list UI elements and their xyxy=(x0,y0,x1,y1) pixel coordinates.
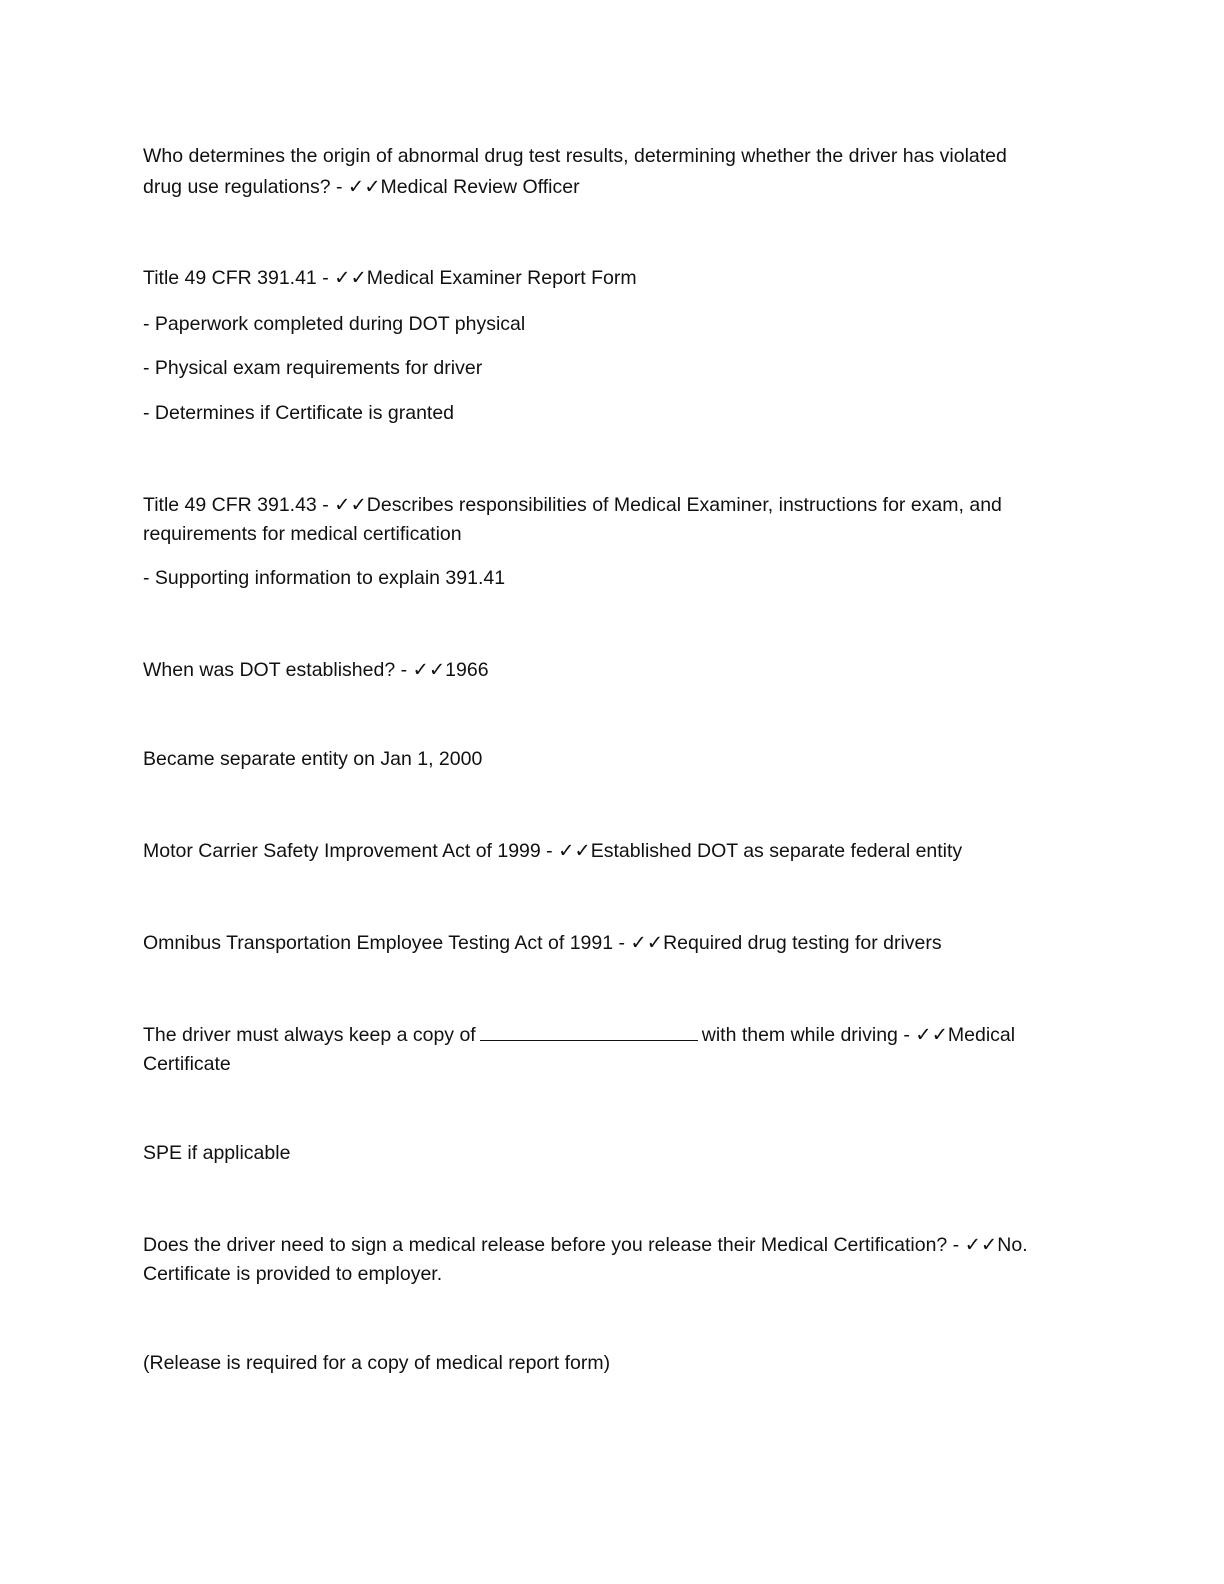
note-spe: SPE if applicable xyxy=(143,1142,291,1164)
q6-line1: Omnibus Transportation Employee Testing Act of 1991 - ✓✓Required drug testing for drivers xyxy=(143,932,942,954)
q8-line1: Does the driver need to sign a medical release before you release their Medical Certification? - ✓✓No. xyxy=(143,1234,1028,1256)
q3-bullet1: - Supporting information to explain 391.41 xyxy=(143,567,506,589)
q7-text-after-blank: with them while driving - ✓✓Medical xyxy=(701,1024,1016,1046)
q2-bullet1: - Paperwork completed during DOT physical xyxy=(143,313,526,335)
q4-line1: When was DOT established? - ✓✓1966 xyxy=(143,659,489,681)
note-separate-entity: Became separate entity on Jan 1, 2000 xyxy=(143,748,483,770)
q2-title: Title 49 CFR 391.41 - ✓✓Medical Examiner Report Form xyxy=(143,267,637,289)
q1-line1: Who determines the origin of abnormal drug test results, determining whether the driver has violated xyxy=(143,145,1007,167)
q1-line2: drug use regulations? - ✓✓Medical Review Officer xyxy=(143,176,580,198)
q3-line2: requirements for medical certification xyxy=(143,523,462,545)
note-release: (Release is required for a copy of medical report form) xyxy=(143,1352,611,1374)
q3-line1: Title 49 CFR 391.43 - ✓✓Describes responsibilities of Medical Examiner, instructions for exam, and xyxy=(143,494,1002,516)
q5-line1: Motor Carrier Safety Improvement Act of 1999 - ✓✓Established DOT as separate federal entity xyxy=(143,840,963,862)
q2-bullet2: - Physical exam requirements for driver xyxy=(143,357,483,379)
q7-text-before-blank: The driver must always keep a copy of xyxy=(143,1024,476,1046)
q7-line2: Certificate xyxy=(143,1053,231,1075)
q7-line1 xyxy=(143,1021,1073,1050)
q8-line2: Certificate is provided to employer. xyxy=(143,1263,443,1285)
q2-bullet3: - Determines if Certificate is granted xyxy=(143,402,455,424)
fill-in-blank xyxy=(480,1039,698,1041)
